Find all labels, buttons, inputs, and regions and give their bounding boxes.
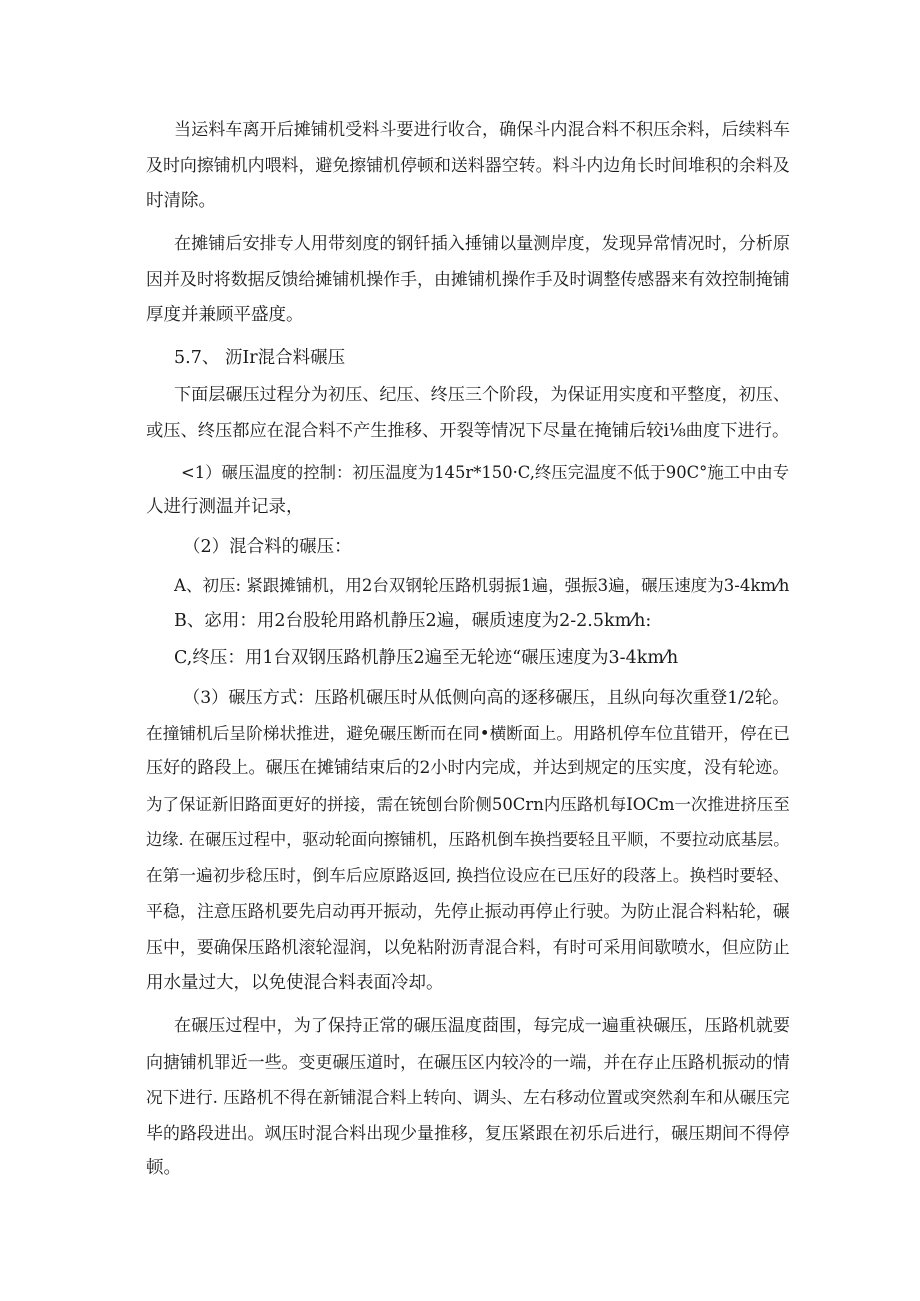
text-line: 毕的路段进出。飒压时混合料出现少量推移，复压紧跟在初乐后进行，碾压期间不得停	[146, 1123, 790, 1143]
text-line: 平稳，注意压路机要先启动再开振动，先停止振动再停止行驶。为防止混合料粘轮，碾	[146, 901, 790, 921]
text-line: B、宓用：用2台股轮用路机静压2遍，碾质速度为2-2.5km⁄h:	[174, 611, 652, 631]
text-line: 为了保证新旧路面更好的拼接，需在铳刨台阶侧50Crn内压路机每IOCm一次推进挤压至	[146, 795, 790, 814]
text-line: 在撞铺机后呈阶梯状推进，避免碾压断而在同•横断面上。用路机停车位苴错开，停在已	[146, 723, 790, 743]
text-line: （2）混合料的碾压：	[183, 537, 352, 557]
section-heading: 5.7、 沥Ir混合料碾压	[174, 348, 346, 368]
text-line: 顿。	[146, 1158, 181, 1178]
text-line: 压好的路段上。碾压在摊铺结束后的2小时内完成，并达到规定的压实度，没有轮迹。	[146, 758, 790, 778]
text-line: 压中，要确保压路机滚轮湿润，以免粘附沥青混合料，有时可采用间歇喷水，但应防止	[146, 937, 790, 957]
text-line: 边缘. 在碾压过程中，驱动轮面向擦铺机，压路机倒车换挡要轻且平顺，不要拉动底基层。	[146, 830, 790, 849]
text-line: 下面层碾压过程分为初压、纪压、终压三个阶段，为保证用实度和平整度，初压、	[174, 385, 790, 405]
text-line: （3）碾压方式：压路机碾压时从低侧向高的逐移碾压，且纵向每次重登1/2轮。	[183, 688, 790, 708]
text-line: 在碾压过程中，为了保持正常的碾压温度莔围，每完成一遍重袂碾压，压路机就要	[174, 1016, 790, 1036]
text-line: 时清除。	[146, 191, 216, 211]
text-line: 或压、终压都应在混合料不产生推移、开裂等情况下尽量在掩铺后较i⅛曲度下进行。	[146, 421, 790, 441]
text-line: A、初压: 紧跟摊铺机，用2台双钢轮压路机弱振1遍，强振3遍，碾压速度为3-4km⁄h	[174, 576, 790, 595]
text-line: 向搪铺机罪近一些。变更碾压道时，在碾压区内较冷的一端，并在存止压路机振动的情	[146, 1052, 790, 1072]
text-line: 人进行测温并记录，	[146, 497, 304, 517]
text-line: C,终压：用1台双钢压路机静压2遍至无轮迹“碾压速度为3-4km⁄h	[174, 648, 679, 668]
text-line: 及时向擦铺机内喂料，避免擦铺机停顿和送料器空转。料斗内边角长时间堆积的余料及	[146, 155, 790, 175]
text-line: 因并及时将数据反馈给摊铺机操作手，由摊铺机操作手及时调整传感器来有效控制掩铺	[146, 269, 790, 289]
text-line: 当运料车离开后摊铺机受料斗要进行收合，确保斗内混合料不积压余料，后续料车	[174, 120, 790, 140]
text-line: <1）碾压温度的控制：初压温度为145r*150·C,终压完温度不低于90C°施工中由专	[181, 463, 790, 482]
text-line: 在摊铺后安排专人用带刻度的钢钎插入捶铺以量测岸度，发现异常情况时，分析原	[174, 234, 790, 254]
text-line: 在第一遍初步稔压时，倒车后应原路返回, 换挡位设应在已压好的段落上。换档时要轻、	[146, 866, 790, 885]
text-line: 况下进行. 压路机不得在新铺混合料上转向、调头、左右移动位置或突然刹车和从碾压完	[146, 1088, 790, 1107]
text-line: 厚度并兼顾平盛度。	[146, 305, 304, 325]
text-line: 用水量过大，以免使混合料表面冷却。	[146, 973, 444, 993]
